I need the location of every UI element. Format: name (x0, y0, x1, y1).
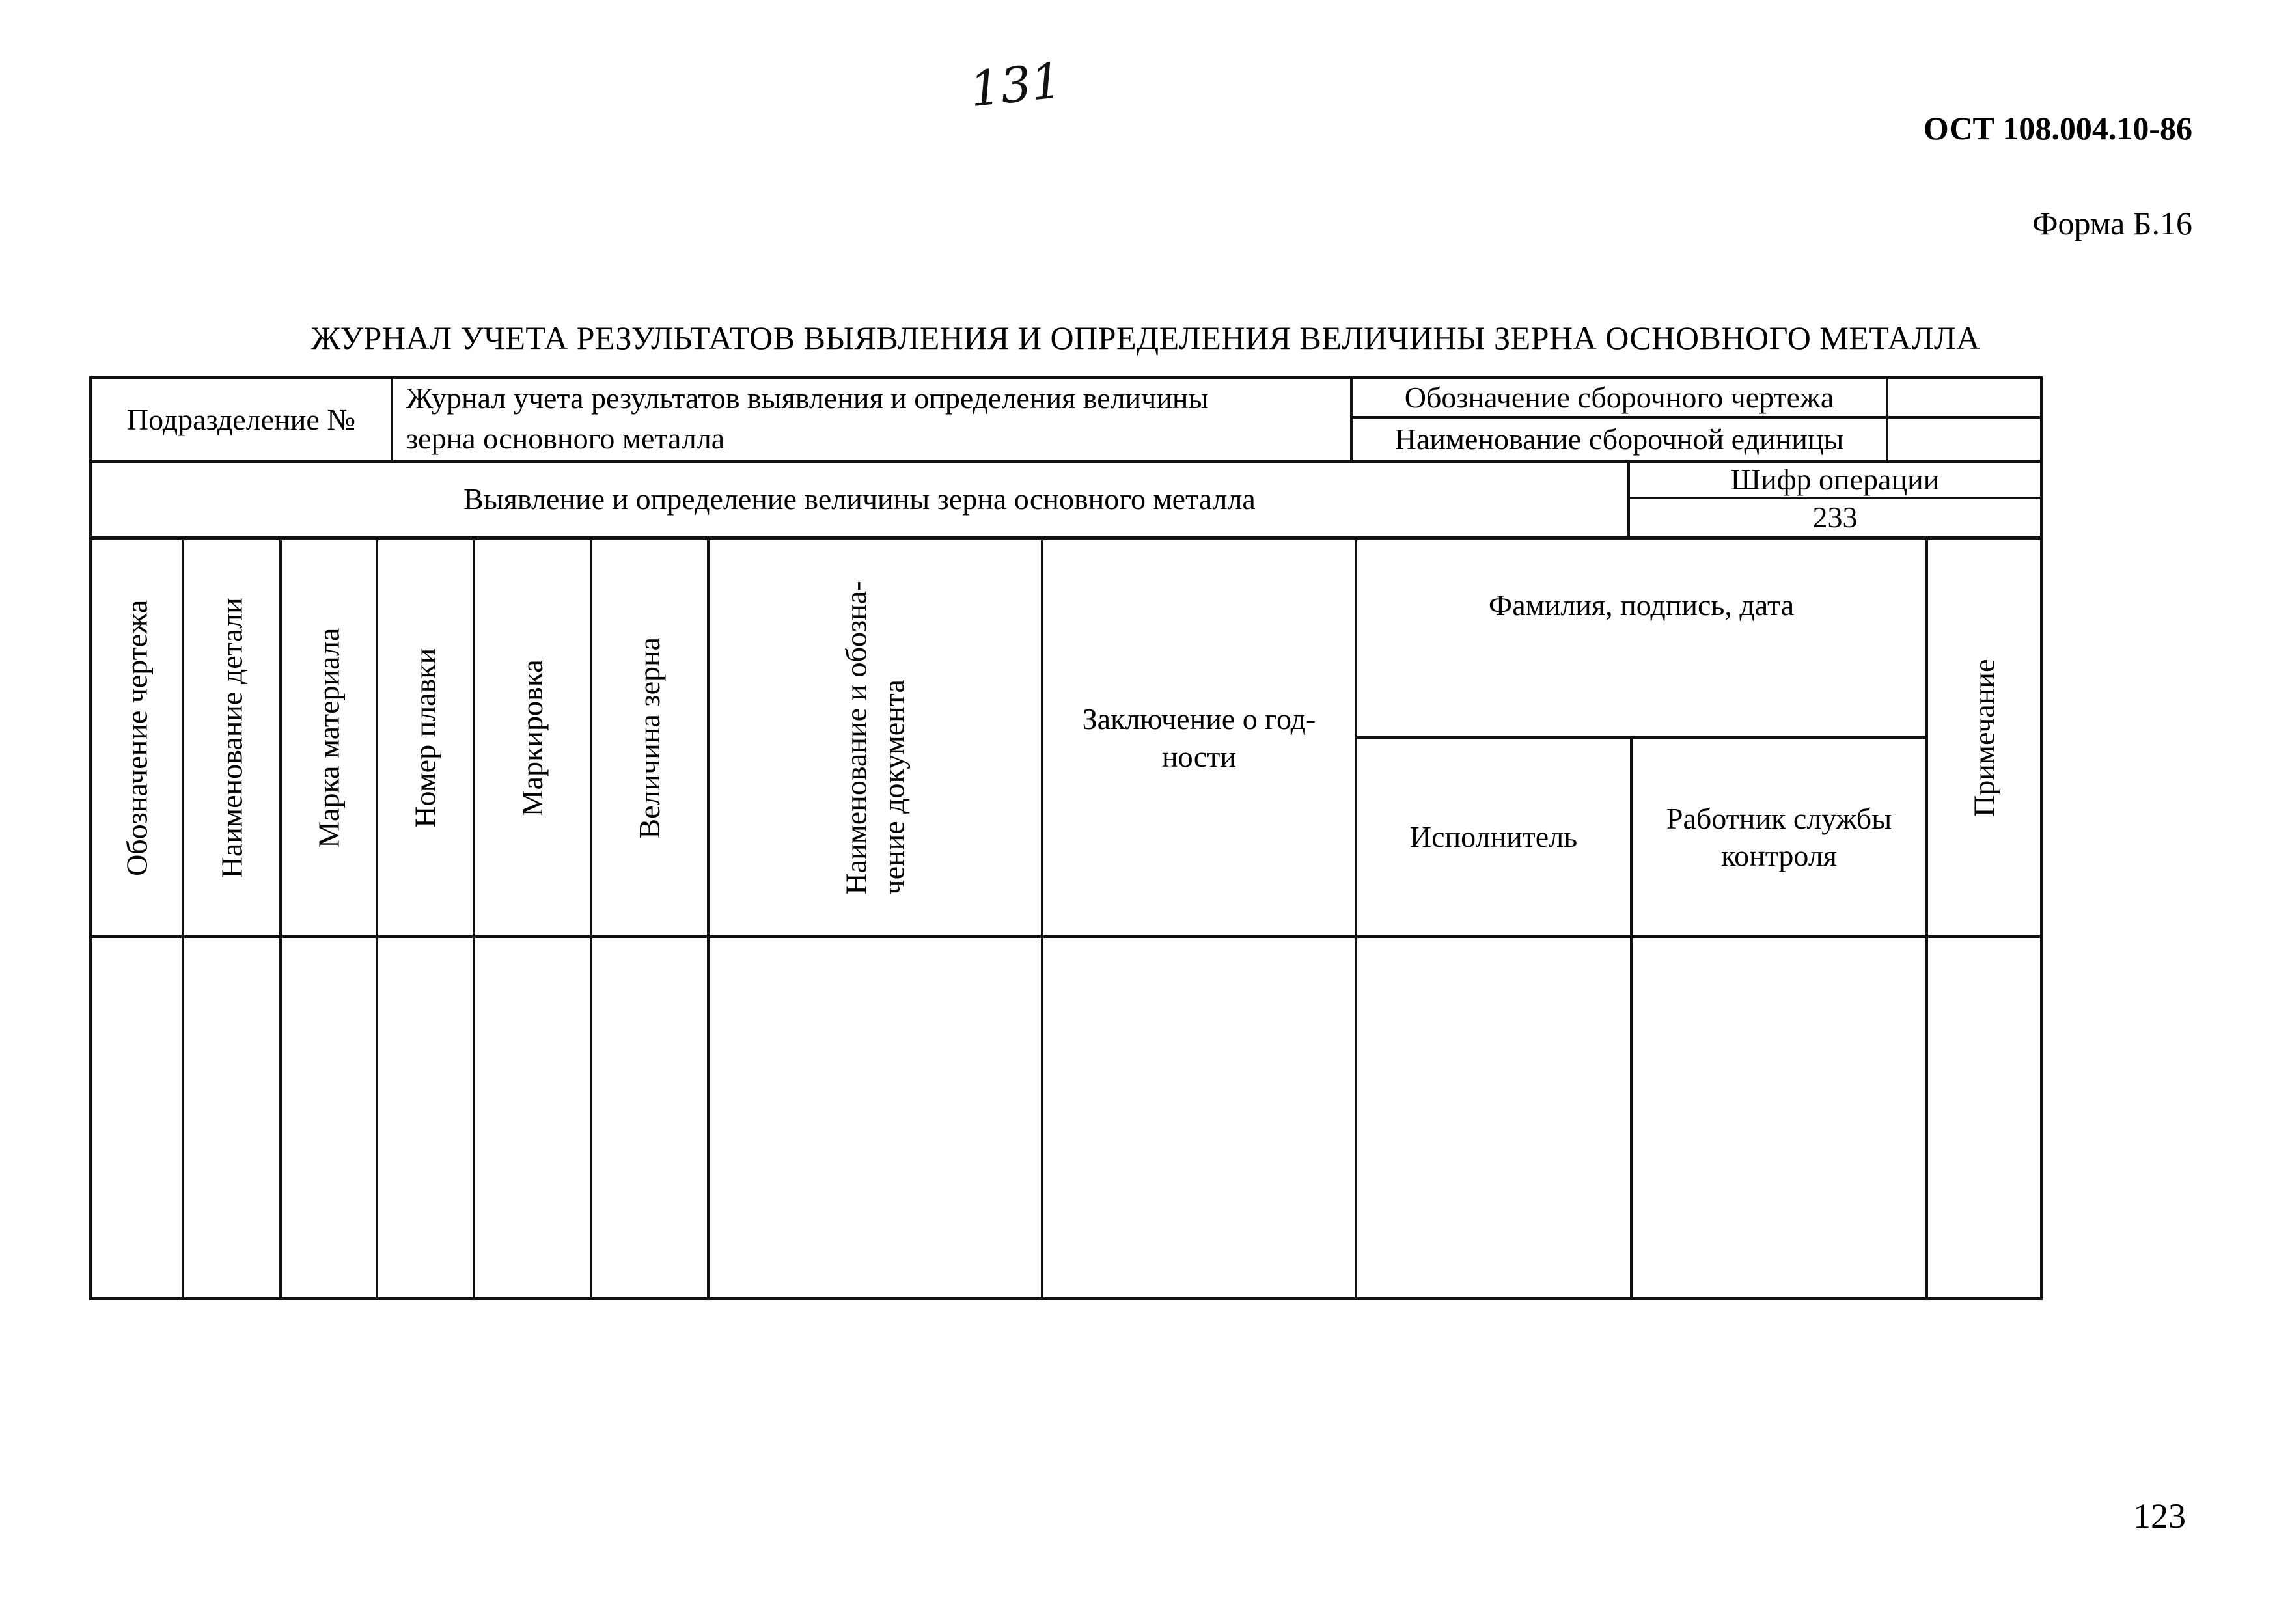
drawing-designation-value[interactable] (1888, 379, 2040, 416)
operation-code-value: 233 (1812, 501, 1858, 534)
col-document: Наименование и обозна- чение документа (840, 581, 911, 895)
col-conclusion: Заключение о год- ности (1082, 702, 1316, 773)
col-grain-size: Величина зерна (633, 637, 667, 839)
assembly-name-label: Наименование сборочной единицы (1394, 422, 1844, 456)
col-marking: Маркировка (516, 659, 549, 817)
col-part-name: Наименование детали (215, 598, 249, 878)
drawing-designation-label: Обозначение сборочного чертежа (1404, 380, 1834, 414)
col-executor: Исполнитель (1409, 820, 1578, 854)
operation-code-label: Шифр операции (1730, 463, 1940, 497)
standard-code: ОСТ 108.004.10-86 (1923, 110, 2192, 146)
operation-name: Выявление и определение величины зерна основного металла (463, 482, 1256, 516)
col-note: Примечание (1967, 659, 2001, 817)
table-row[interactable] (92, 938, 2040, 1297)
col-signature-group: Фамилия, подпись, дата (1488, 588, 1795, 622)
form-number: Форма Б.16 (2032, 205, 2192, 241)
journal-title-line1: Журнал учета результатов выявления и определения величины (406, 381, 1209, 415)
col-heat-number: Номер плавки (408, 648, 442, 828)
journal-title-line2: зерна основного металла (406, 422, 725, 455)
handwritten-page-number: 131 (967, 52, 1065, 118)
col-inspector: Работник службы контроля (1666, 801, 1892, 872)
document-title: ЖУРНАЛ УЧЕТА РЕЗУЛЬТАТОВ ВЫЯВЛЕНИЯ И ОПРЕДЕЛЕНИЯ ВЕЛИЧИНЫ ЗЕРНА ОСНОВНОГО МЕТАЛЛА (311, 320, 1980, 356)
subdivision-label: Подразделение № (126, 402, 356, 436)
col-material-grade: Марка материала (312, 627, 346, 848)
assembly-name-value[interactable] (1888, 419, 2040, 460)
page-number: 123 (2133, 1496, 2186, 1535)
col-drawing-designation: Обозначение чертежа (120, 599, 154, 876)
